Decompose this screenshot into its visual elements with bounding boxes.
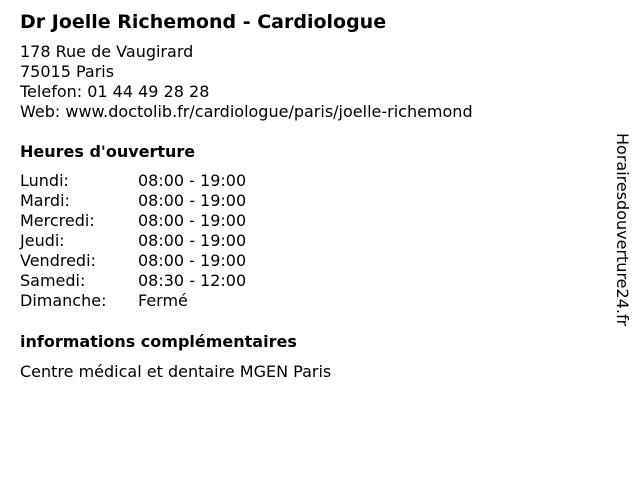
hours-day: Jeudi: xyxy=(20,231,65,250)
hours-day: Lundi: xyxy=(20,171,69,190)
site-watermark: Horairesdouverture24.fr xyxy=(613,133,632,327)
website-url: Web: www.doctolib.fr/cardiologue/paris/joelle-richemond xyxy=(20,102,473,121)
hours-row-monday xyxy=(20,171,600,191)
hours-time: 08:00 - 19:00 xyxy=(138,251,247,270)
hours-time: 08:00 - 19:00 xyxy=(138,211,247,230)
hours-row-tuesday xyxy=(20,191,600,211)
additional-info-text: Centre médical et dentaire MGEN Paris xyxy=(20,362,332,381)
hours-day: Samedi: xyxy=(20,271,86,290)
hours-day: Mercredi: xyxy=(20,211,95,230)
address-block xyxy=(20,42,600,122)
city-postcode: 75015 Paris xyxy=(20,62,115,81)
hours-row-sunday xyxy=(20,291,600,311)
hours-day: Mardi: xyxy=(20,191,70,210)
additional-info-heading: informations complémentaires xyxy=(20,332,297,351)
hours-row-wednesday xyxy=(20,211,600,231)
hours-time: 08:00 - 19:00 xyxy=(138,191,247,210)
hours-row-saturday xyxy=(20,271,600,291)
hours-row-friday xyxy=(20,251,600,271)
street-address: 178 Rue de Vaugirard xyxy=(20,42,194,61)
hours-time: Fermé xyxy=(138,291,188,310)
hours-time: 08:00 - 19:00 xyxy=(138,231,247,250)
hours-time: 08:00 - 19:00 xyxy=(138,171,247,190)
hours-row-thursday xyxy=(20,231,600,251)
hours-time: 08:30 - 12:00 xyxy=(138,271,247,290)
business-card xyxy=(20,10,600,382)
hours-day: Vendredi: xyxy=(20,251,96,270)
opening-hours-heading: Heures d'ouverture xyxy=(20,142,196,161)
page-title: Dr Joelle Richemond - Cardiologue xyxy=(20,11,387,33)
hours-day: Dimanche: xyxy=(20,291,107,310)
opening-hours-table xyxy=(20,171,600,311)
phone-number: Telefon: 01 44 49 28 28 xyxy=(20,82,210,101)
